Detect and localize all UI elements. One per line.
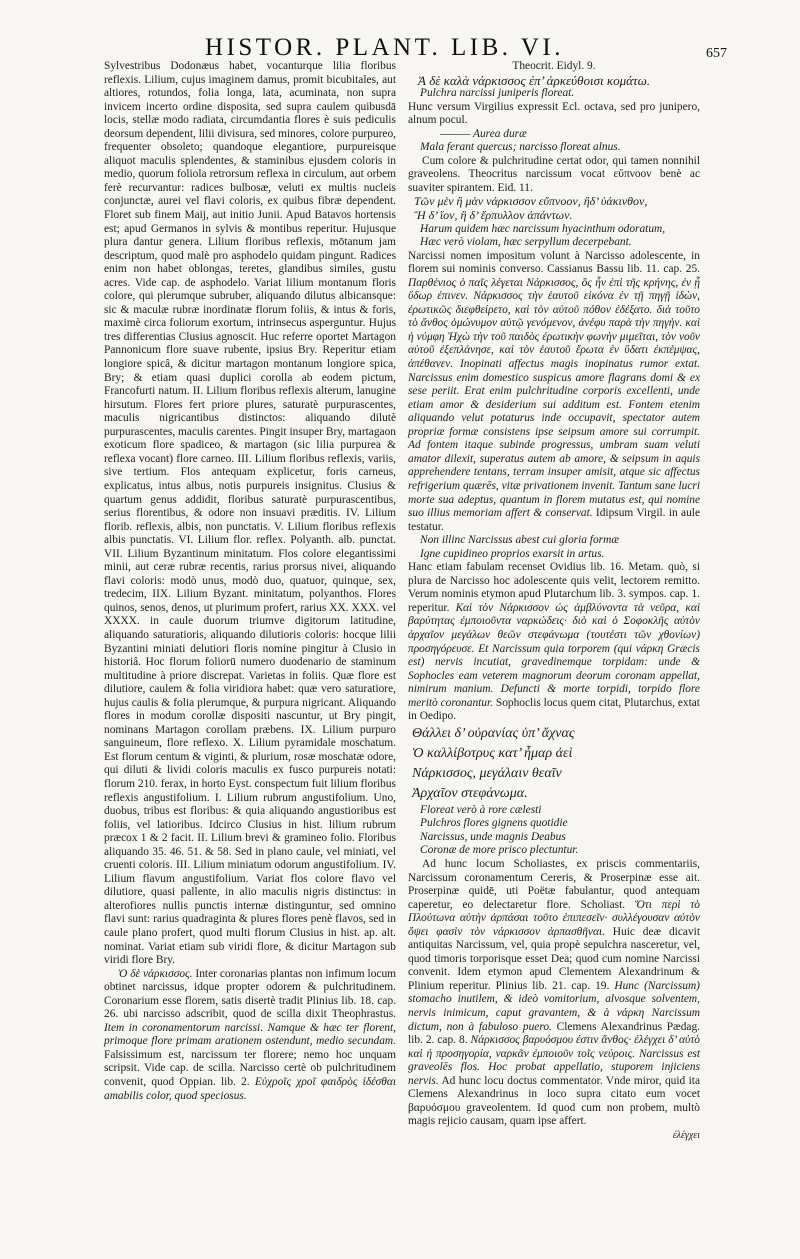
greek-verse-oedipus-2: Ὁ καλλίβοτρυς κατ’ ἦμαρ ἀεὶ [412,745,573,761]
page-number: 657 [706,46,727,61]
paragraph-scholiastes: Ad hunc locum Scholiastes, ex priscis commentariis, Narcissum coronamentum Cereris, & Proserpinæ esse ait. Proserpinæ quidē, uti Poëtæ fabulantur, quod antequam caperetur, eo delectaretur flore. Scholiast. Ὅτι περὶ τὸ Πλούτωνα αὐτὴν ἁρπάσαι τοῦτο ἐπιπεσεῖν· συλλέγουσαν αὐτὸν ὄψει φασὶν τὸν νάρκισσον ἁρπασθῆναι. Huic deæ dicavit antiquitas Narcissum, vel, quia propè sepulchra nasceretur, vel, quod timoris torporisque esset Dea; quod cum nomine Narcissi convenit. Idem etymon apud Clementem Alexandrinum & Plinium reperitur. Plinius lib. 21. cap. 19. Hunc (Narcissum) stomacho inutilem, & ideò vomitorium, alvosque solventem, nervis inimicum, caput gravantem, & à νάρκη Narcissum dictum, non à fabuloso puero. Clemens Alexandrinus Pædag. lib. 2. cap. 8. Νάρκισσος βαρυόσμου ἐστιν ἄνθος· ἐλέγχει δ’ αὐτὸ καὶ ἡ προσηγορία, ναρκᾶν ἐμποιοῦν τοῖς νεύροις. Narcissus est graveolēs flos. Hoc probat appellatio, stuporem injiciens nervis. Ad hunc locu doctus commentator. Vnde miror, quid ita Clemens Alexandrinus in loco supra citato eum vocet βαρυόσμου graveolentem. Id quod cum non probem, multò magis rejicio causam, quam ipse affert. [408,857,700,1128]
paragraph-virgil: Hunc versum Virgilius expressit Ecl. octava, sed pro junipero, alnum pocul. [408,100,700,127]
lilium-text: Sylvestribus Dodonæus habet, vocanturque lilia floribus reflexis. Lilium, cujus imaginem damus, promit bicubitales, aut altiores, rotundos, folia longa, lata, acuminata, non supra invicem incerto ordine disposita, sed supra caulem quibusdā locis, stellæ modo radiata, circumdantia flores è suis pediculis deorsum dependent, lilii divisura, sed minores, colore purpureo, frequenter obsoleto; quandoque elegantiore, purpureisque aliquot maculis splendentes, & staminibus ejusdem coloris in medio, quorum foliola retrorsum reflexa in circulum, aut orbem ferè recurvantur: radices bulbosæ, veluti ex multis nucleis conjunctæ, aurei vel flavi coloris, ex quibus fibræ dependent. Floret sub finem Maij, aut initio Junii. Apud Batavos hortensis est; apud Germanos in sylvis & montibus reperitur. Hujusque plura dantur genera. Lilium floribus reflexis, mōtanum jam descriptum, quod malè pro asphodelo quidam pingunt. Radices enim non habet oblongas, teretes, glandibus similes, gustu acres. Vide cap. de asphodelo. Variat lilium montanum floris colore, qui plerumque subruber, aliquando dilutus albicansque: sic & maculæ rubræ inordinatæ florum foliis, & intus & foris, maximè circa foliorum exortum, intrinsecus asperguntur. Hujus tres differentias Clusius agnoscit. Huc referre oportet Martagon Pannonicum flore suave rubente, ipsius Bry. Reperitur etiam longiore spicâ, & dicitur martagon montanum longiore spica, Bry; & etiam quasi duplici corolla ab eodem pictum, Francofurti natum. II. Lilium floribus reflexis alterum, lanugine hirsutum. Flores fert priore plures, saturatè purpurascentes, maculis nigricantibus distinctos: aliquando dilutè purpurascentes, maculis carentes. Pingit insuper Bry, martagaon exoticum flore spadiceo, & martagon (sic lilia purpurea & reflexa vocant) flore carneo. III. Lilium floribus reflexis, variis, sive tertium. Flos antequam explicetur, foris carneus, explicatus, intus albus, notis purpureis insignitus. Clusius & quartum genus addidit, floribus saturatè purpurascentibus, serius florentibus, & odore non insuavi præditis. IV. Lilium florib. reflexis, albis, non punctatis. V. Lilium floribus reflexis albis punctatis. VI. Lilium flor. reflex. Polyanth. alb. punctat. VII. Lilium Byzantinum minitatum. Flos colore elegantissimi minii, aut ceræ rubræ recentis, rarius prorsus nivei, aliquando flavi coloris: modò unus, modò duo, quatuor, quinque, sex, tredecim, IIX. Lilium Byzant. minitatum, polyanthos. Flores quinos, senos, denos, ut plurimum profert, rarius XX. XXX. vel XXXX. in caule duorum triumve digitorum latitudine, aliquando saturatioris, aliquando dilutioris coloris: hocque lilii Byzantini miniati delutiori floris nomine pingitur à Clusio in historiâ. Hoc florum foliorū numero duodenario de staminum multitudine à priore discrepat. Varietas in foliis. Quæ flore est dilutiore, caulem & folia viridiora habet: quæ vero saturatiore, hujus caulis & folia plerumque, & purpura nigricant. Aliquando flores in modum corollæ dispositi nascuntur, ut Bry pingit, nominans Martagon corollam præbens. IX. Lilium purpuro sanguineum, flore reflexo. X. Lilium pyramidale moschatum. Est florum centum & viginti, & plurium, rosæ moschatæ odore, qui diluti & lividi coloris maculis ex fusco purpureis notati: florum 210. ferax, in horto Eyst. conspectum fuit lilium floribus reflexis angustifolium. I. Lilium rubrum angustifolium. Uno, duobus, tribus est floribus: & quia aliquando angustioribus est foliis, vel latioribus. Idcirco Clusius in hist. lilium rubrum præcox 1 & 2 facit. II. Lilium brevi & gramineo folio. Floribus aliquando 35. 46. 51. & 58. Sed in plano caule, vel miniati, vel cruenti coloris. III. Lilium miniatum odorum angustifolium. IV. Lilium flavum angustifolium. Variat flos colore flavo vel dilutiore, quasi pallente, in alio maculis nigris distinctus: in alterofiores nullis punctis internæ distinguntur, sed omnino flavi sunt: rarius quadraginta & plures flores penè flavos, sed in caule plano profert, quod multi florum Clusius in hist. ap. alt. nominat. Variat etiam sub viridi flore, & dicitur Martagon sub viridi flore Bry. [104,60,396,967]
greek-verse-oedipus-1: Θάλλει δ’ οὐρανίας ὑπ’ ἄχνας [412,725,575,741]
latin-verse-harum: Harum quidem hæc narcissum hyacinthum odoratum, [420,222,666,235]
greek-verse-idyll-2: Ἢ δ’ ἴον, ἢ δ’ ἕρπυλλον ἀπάντων. [414,208,573,223]
greek-verse-oedipus-3: Νάρκισσος, μεγάλαιν θεαῖν [412,765,562,781]
theocritus-heading: Theocrit. Eidyl. 9. [512,60,596,72]
latin-verse-floreat-4: Coronæ de more prisco plectuntur. [420,844,579,857]
greek-verse-idyll-1: Τῶν μὲν ἢ μὰν νάρκισσον εὔπνοον, ἢδ’ ὑάκινθον, [414,194,648,209]
paragraph-ovid: Hanc etiam fabulam recenset Ovidius lib. 16. Metam. quò, si plura de Narcisso hoc adolescente quis velit, lectorem remitto. Verum nominis etymon apud Plutarchum lib. 3. sympos. cap. 1. reperitur. Καὶ τὸν Νάρκισσον ὡς ἀμβλύνοντα τὰ νεῦρα, καὶ βαρύτητας ἐμποιοῦντα ναρκώδεις· διὸ καὶ ὁ Σοφοκλῆς αὐτὸν ἀρχαῖον μεγάλων θεῶν στεφάνωμα (τουτέστι τῶν χθονίων) προσηγόρευσε. Et Narcissum quia torporem (qui νάρκη Græcis est) nervis incutiat, gravedinemque torpidam: unde & Sophocles eam veterem magnorum deorum coronam appellat, nimirum manium. Defuncti & morte torpidi, torpido flore meritò coronantur. Sophoclis locus quem citat, Plutarchus, extat in Oedipo. [408,561,700,723]
running-head: HISTOR. PLANT. LIB. VI. [205,34,564,61]
latin-verse-floreat-1: Floreat verò à rore cælesti [420,803,542,816]
right-column [408,60,700,1142]
latin-verse-haec: Hæc verò violam, hæc serpyllum decerpebant. [420,236,632,249]
verse-non-illinc-1: Non illinc Narcissus abest cui gloria formæ [420,534,619,547]
narcissus-intro: Ὁ δὲ νάρκισσος. Inter coronarias plantas non infimum locum obtinet narcissus, idque propter odorem & pulchritudinem. Coronarium esse florem, satis disertè tradit Plinius lib. 18. cap. 26. ubi narcisso adscribit, quod de scilla dixit Theophrastus. Item in coronamentorum narcissi. Namque & hæc ter florent, primoque flore primam arationem ostendunt, medio secundam. Falsissimum est, narcissum ter florere; nemo hoc unquam scripsit. Vide cap. de scilla. Narcisso certè ob pulchritudinem convenit, quod Oppian. lib. 2. Εὐχροῖς χροῖ φαιδρὸς ἰδέσθαι amabilis color, quod speciosus. [104,967,396,1102]
latin-verse-floreat-2: Pulchros flores gignens quotidie [420,817,568,830]
greek-verse-theocritus: Ἀ δὲ καλὰ νάρκισσος ἐπ’ ἀρκεύθοισι κομάτω. [418,72,651,88]
verse-non-illinc-2: Igne cupidineo proprios exarsit in artus. [420,547,605,560]
latin-verse-floreat-3: Narcissus, unde magnis Deabus [420,830,566,843]
paragraph-odor: Cum colore & pulchritudine certat odor, qui tamen nonnihil graveolens. Theocritus narcissum vocat εὔπνοον benè ac suaviter spirantem. Eid. 11. [408,154,700,194]
catchword: ἐλέγχει [672,1129,700,1141]
left-column [104,60,396,1103]
paragraph-nomen: Narcissi nomen impositum volunt à Narcisso adolescente, in florem sui nominis converso. Cassianus Bassu lib. 11. cap. 25. Παρθένιος ὁ παῖς λέγεται Νάρκισσος, ὃς ἦν ἐπὶ τῆς κρήνης, ἐν ᾗ ὕδωρ ἐπινεν. Νάρκισσος τὴν ἑαυτοῦ εἰκόνα ἐν τῇ πηγῇ ἰδὼν, ἐρωτικῶς διεφθείρετο, καὶ τὸν αὐτοῦ πόθον ἐδέξατο. διὰ τοῦτο τὸ ἄνθος ὁμώνυμον αὐτῷ γενόμενον, ἀνέφυ παρὰ τὴν πηγὴν. καὶ ἡ νύμφη Ἠχὼ τὴν τοῦ παιδὸς ἐρωτικὴν φωνὴν μιμεῖται, τὸν νοῦν αὐτοῦ ἐξεπλάνησε, καὶ τὸν ἑαυτοῦ ἔρωτα ἐν ὕδατι ἐκπέμψας, ἀπέθανεν. Inopinati affectus magis inopinatus rumor extat. Narcissus enim domestico suspicus amore flagrans domi & ex sese periit. Erat enim pulchritudine corporis excellenti, unde etiam amor & desiderium sui additum est. Fontem etenim aliquando velut potaturus inde occupavit, spectator autem propriæ formæ consistens ipse seipsum amore sui corrumpit. Ad fontem itaque subinde progressus, umbram suam veluti amator dilexit, superatus autem ab amore, & seipsum in aquis apprehendere tentans, terram insuper amisit, atque sic affectus refrigerium quærēs, vitæ privationem invenit. Tantum sane lucri morte sua adeptus, quantum in florem mutatus est, qui nomine suo illius memoriam affert & conservat. Idipsum Virgil. in aule testatur. [408,249,700,533]
verse-aurea: ——— Aurea duræ [440,127,527,140]
verse-mala: Mala ferant quercus; narcisso floreat alnus. [420,141,621,154]
latin-verse-theocritus: Pulchra narcissi juniperis floreat. [420,87,575,100]
greek-verse-oedipus-4: Ἀρχαῖον στεφάνωμα. [412,785,528,801]
